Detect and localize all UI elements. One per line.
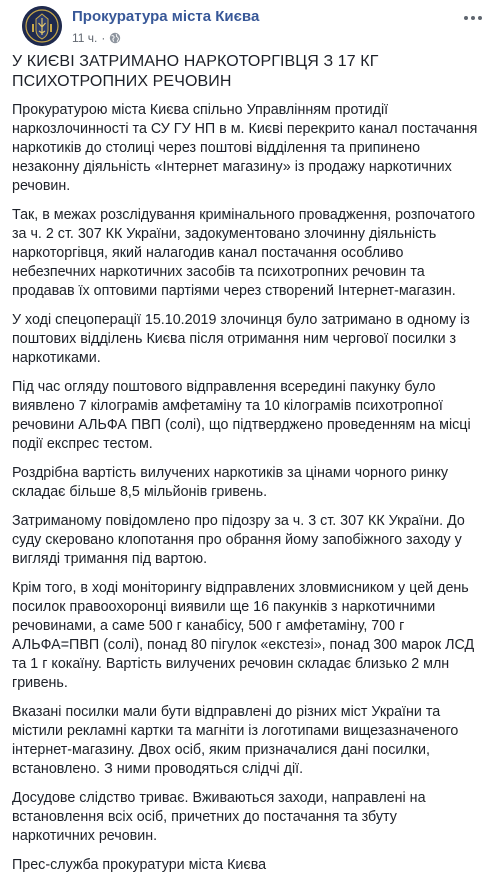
post-paragraph: Під час огляду поштового відправлення всередині пакунку було виявлено 7 кілограмів амфетаміну та 10 кілограмів психотропної речовини АЛЬФА ПВП (солі), що підтверджено проведенням на місці події експрес тестом. bbox=[12, 379, 471, 452]
post-timestamp[interactable]: 11 ч. bbox=[72, 31, 98, 45]
meta-separator: · bbox=[101, 31, 106, 45]
post-paragraph: Досудове слідство триває. Вживаються заходи, направлені на встановлення всіх осіб, причетних до постачання та збуту наркотичних речовин. bbox=[12, 790, 426, 844]
post-paragraph: Так, в межах розслідування кримінального провадження, розпочатого за ч. 2 ст. 307 КК України, задокументовано злочинну діяльність наркоторгівця, який налагодив канал постачання особливо небезпечних наркотичних засобів та психотропних речовин та продавав їх оптовими партіями через створений Інтернет-магазин. bbox=[12, 207, 476, 299]
post-header bbox=[12, 0, 489, 48]
post-paragraph: Роздрібна вартість вилучених наркотиків за цінами чорного ринку складає більше 8,5 мільйонів гривень. bbox=[12, 465, 449, 500]
post-paragraph: У ході спецоперації 15.10.2019 злочинця було затримано в одному із поштових відділень Києва після отримання ним чергової посилки з наркотиками. bbox=[12, 312, 470, 366]
post-meta bbox=[72, 31, 121, 45]
post-paragraph: Затриманому повідомлено про підозру за ч. 3 ст. 307 КК України. До суду скеровано клопотання про обрання йому запобіжного заходу у вигляді тримання під вартою. bbox=[12, 513, 465, 567]
more-options-icon[interactable] bbox=[461, 8, 485, 28]
page-name-link[interactable]: Прокуратура міста Києва bbox=[72, 8, 260, 25]
globe-icon bbox=[109, 32, 121, 44]
post-paragraph: Вказані посилки мали бути відправлені до різних міст України та містили рекламні картки та магніти із логотипами вищезазначеного інтернет-магазину. Двох осіб, яким призначалися дані посилки, встановлено. З ними проводяться слідчі дії. bbox=[12, 704, 459, 777]
page-avatar[interactable] bbox=[22, 6, 62, 46]
prosecutor-emblem-icon bbox=[22, 6, 62, 46]
post-signature: Прес-служба прокуратури міста Києва bbox=[12, 857, 267, 873]
post-paragraph: Прокуратурою міста Києва спільно Управлінням протидії наркозлочинності та СУ ГУ НП в м. Києві перекрито канал постачання наркотиків до столиці через поштові відділення та припинено незаконну діяльність «Інтернет магазину» із продажу наркотичних речовин. bbox=[12, 102, 478, 194]
post-paragraph: Крім того, в ході моніторингу відправлених зловмисником у цей день посилок правоохоронці виявили ще 16 пакунків з наркотичними речовинами, а саме 500 г канабісу, 500 г амфетаміну, 700 г АЛЬФА=ПВП (солі), понад 80 пігулок «екстезі», понад 300 марок ЛСД та 1 г кокаїну. Вартість вилучених речовин складає близько 2 млн гривень. bbox=[12, 580, 475, 691]
post-headline: У КИЄВІ ЗАТРИМАНО НАРКОТОРГІВЦЯ З 17 КГ ПСИХОТРОПНИХ РЕЧОВИН bbox=[12, 53, 379, 90]
post-body bbox=[12, 52, 482, 885]
